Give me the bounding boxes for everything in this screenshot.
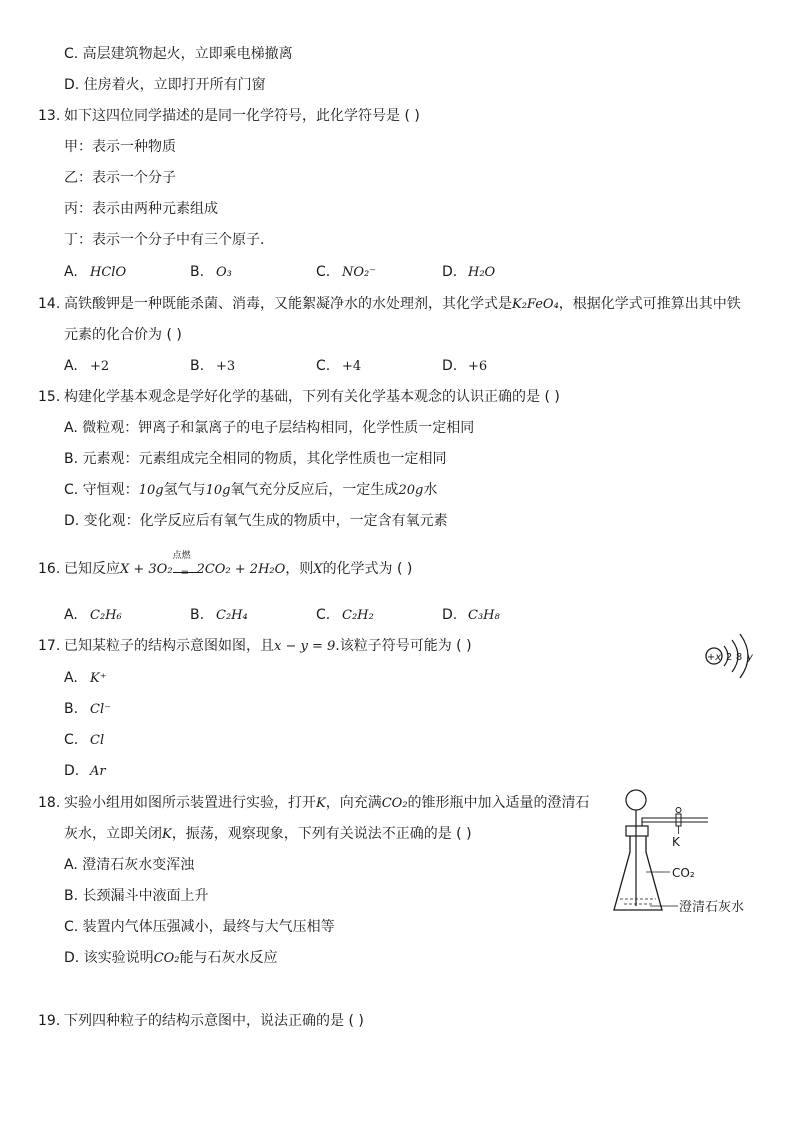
q13-clue-bing: 丙：表示由两种元素组成	[64, 201, 218, 217]
q16-equation-left: X + 3O₂	[120, 562, 173, 577]
q18-option-d[interactable]: D. 该实验说明CO₂能与石灰水反应	[64, 950, 278, 966]
q15-stem: 构建化学基本观念是学好化学的基础，下列有关化学基本观念的认识正确的是 ( )	[64, 389, 560, 405]
co2-label: CO₂	[672, 866, 695, 880]
q15-option-d[interactable]: D. 变化观：化学反应后有氧气生成的物质中，一定含有氧元素	[64, 513, 448, 529]
q13-option-b[interactable]: B. O₃	[190, 264, 232, 280]
q16-option-b[interactable]: B. C₂H₄	[190, 607, 248, 623]
q15-option-a[interactable]: A. 微粒观：钾离子和氯离子的电子层结构相同，化学性质一定相同	[64, 420, 475, 436]
q14-option-a[interactable]: A. +2	[64, 358, 110, 374]
q14-option-c[interactable]: C. +4	[316, 358, 362, 374]
q17-option-b[interactable]: B. Cl⁻	[64, 701, 111, 717]
valve-k-icon	[676, 814, 681, 826]
q18-option-c[interactable]: C. 装置内气体压强减小，最终与大气压相等	[64, 919, 335, 935]
q14-number: 14.	[38, 296, 61, 312]
delivery-tube	[642, 818, 708, 826]
q14-option-b[interactable]: B. +3	[190, 358, 236, 374]
q17-option-d[interactable]: D. Ar	[64, 763, 106, 779]
limewater-label: 澄清石灰水	[679, 900, 745, 915]
q17-condition: x − y = 9	[274, 639, 336, 654]
q14-option-d[interactable]: D. +6	[442, 358, 488, 374]
q17-option-a[interactable]: A. K⁺	[64, 670, 107, 686]
q18-stem-cont: 灰水，立即关闭K，振荡，观察现象，下列有关说法不正确的是 ( )	[64, 826, 472, 842]
q18-option-a[interactable]: A. 澄清石灰水变浑浊	[64, 857, 195, 873]
q13-stem-line	[38, 106, 420, 128]
q13-clue-yi: 乙：表示一个分子	[64, 170, 176, 186]
q17-shell-3-count: y	[747, 652, 753, 663]
q18-option-b[interactable]: B. 长颈漏斗中液面上升	[64, 888, 209, 904]
q15-option-c[interactable]: C. 守恒观：10g氢气与10g氧气充分反应后，一定生成20g水	[64, 482, 438, 498]
q18-stem-line: 18. 实验小组用如图所示装置进行实验，打开K，向充满CO₂的锥形瓶中加入适量的澄清石	[38, 795, 590, 811]
q17-nucleus-label: +x	[706, 652, 722, 663]
q13-option-a[interactable]: A. HClO	[64, 264, 127, 280]
q16-stem-line: 16. 已知反应X + 3O₂ 点燃 = 2CO₂ + 2H₂O，则X的化学式为 ( )	[38, 559, 60, 581]
q13-option-d[interactable]: D. H₂O	[442, 264, 496, 280]
valve-k-label: K	[672, 835, 680, 849]
q16-condition: 点燃	[172, 551, 191, 561]
funnel-bulb	[626, 790, 646, 810]
q13-clue-ding: 丁：表示一个分子中有三个原子．	[64, 232, 274, 248]
rubber-stopper	[626, 826, 648, 836]
q17-stem-line: 17. 已知某粒子的结构示意图如图，且x − y = 9.该粒子符号可能为 ( )	[38, 638, 472, 654]
q14-stem: 高铁酸钾是一种既能杀菌、消毒，又能絮凝净水的水处理剂，其化学式是	[64, 296, 512, 312]
q18-number: 18.	[38, 795, 61, 811]
q16-option-c[interactable]: C. C₂H₂	[316, 607, 374, 623]
q13-option-c[interactable]: C. NO₂⁻	[316, 264, 377, 280]
q16-reaction-arrow: 点燃 =	[173, 560, 197, 580]
q14-stem-line: 14. 高铁酸钾是一种既能杀菌、消毒，又能絮凝净水的水处理剂，其化学式是K₂FeO₄，根据化学式可推算出其中铁	[38, 296, 741, 312]
q13-clue-jia: 甲：表示一种物质	[64, 139, 176, 155]
q17-shell-2-count: 8	[735, 652, 743, 663]
q13-stem: 如下这四位同学描述的是同一化学符号，此化学符号是 ( )	[64, 108, 420, 124]
q16-option-d[interactable]: D. C₃H₈	[442, 607, 500, 623]
q19-stem-line	[38, 1011, 364, 1033]
q12-option-d[interactable]: D. 住房着火，立即打开所有门窗	[64, 77, 266, 93]
q14-stem-cont: 元素的化合价为 ( )	[64, 327, 182, 343]
q14-formula: K₂FeO₄	[512, 297, 559, 312]
q16-number: 16.	[38, 561, 61, 577]
q17-shell-1-count: 2	[725, 652, 733, 663]
q15-stem-line	[38, 387, 560, 409]
limewater-surface	[620, 899, 656, 904]
q13-number: 13.	[38, 108, 61, 124]
q15-number: 15.	[38, 389, 61, 405]
q16-equation-right: 2CO₂ + 2H₂O	[196, 562, 286, 577]
q17-atom-structure-figure	[702, 628, 762, 684]
q18-apparatus-figure	[610, 786, 760, 920]
q19-stem: 下列四种粒子的结构示意图中，说法正确的是 ( )	[64, 1013, 364, 1029]
q19-number: 19.	[38, 1013, 61, 1029]
q12-option-c[interactable]: C. 高层建筑物起火，立即乘电梯撤离	[64, 46, 293, 62]
q17-number: 17.	[38, 638, 61, 654]
valve-k-knob	[676, 808, 681, 813]
q15-option-b[interactable]: B. 元素观：元素组成完全相同的物质，其化学性质也一定相同	[64, 451, 447, 467]
q16-option-a[interactable]: A. C₂H₆	[64, 607, 122, 623]
q17-option-c[interactable]: C. Cl	[64, 732, 105, 748]
